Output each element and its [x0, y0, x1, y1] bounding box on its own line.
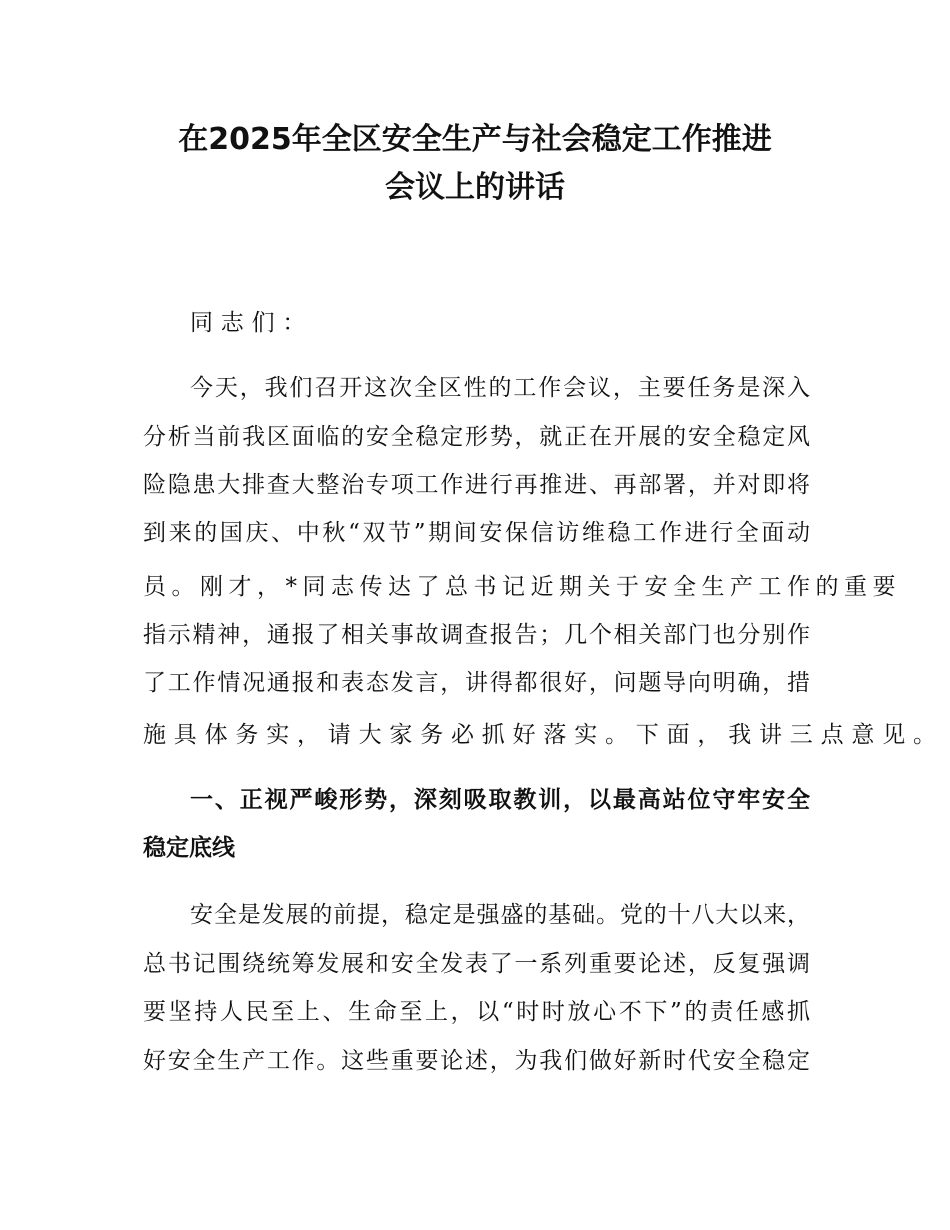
paragraph-1-line: 指示精神，通报了相关事故调查报告；几个相关部门也分别作: [143, 622, 810, 648]
section-heading-1-continued: 稳定底线: [143, 835, 235, 861]
section-heading-1: 一、正视严峻形势，深刻吸取教训，以最高站位守牢安全: [190, 787, 810, 813]
paragraph-1-line: 分析当前我区面临的安全稳定形势，就正在开展的安全稳定风: [143, 424, 810, 450]
paragraph-2-line: 要坚持人民至上、生命至上，以“时时放心不下”的责任感抓: [143, 999, 810, 1025]
paragraph-2-line: 好安全生产工作。这些重要论述，为我们做好新时代安全稳定: [143, 1048, 810, 1074]
paragraph-1-line: 施具体务实，请大家务必抓好落实。下面，我讲三点意见。: [143, 722, 944, 748]
document-title-line-1: 在2025年全区安全生产与社会稳定工作推进: [178, 122, 772, 157]
document-title-line-2: 会议上的讲话: [385, 170, 565, 205]
paragraph-1-line: 险隐患大排查大整治专项工作进行再推进、再部署，并对即将: [143, 472, 810, 498]
paragraph-1-line: 员。刚才，*同志传达了总书记近期关于安全生产工作的重要: [143, 574, 901, 600]
paragraph-1-line: 今天，我们召开这次全区性的工作会议，主要任务是深入: [190, 375, 810, 401]
paragraph-2-line: 总书记围绕统筹发展和安全发表了一系列重要论述，反复强调: [143, 951, 810, 977]
paragraph-1-line: 了工作情况通报和表态发言，讲得都很好，问题导向明确，措: [143, 670, 810, 696]
paragraph-2-line: 安全是发展的前提，稳定是强盛的基础。党的十八大以来，: [190, 902, 810, 928]
salutation: 同志们：: [190, 310, 314, 336]
paragraph-1-line: 到来的国庆、中秋“双节”期间安保信访维稳工作进行全面动: [143, 520, 810, 546]
